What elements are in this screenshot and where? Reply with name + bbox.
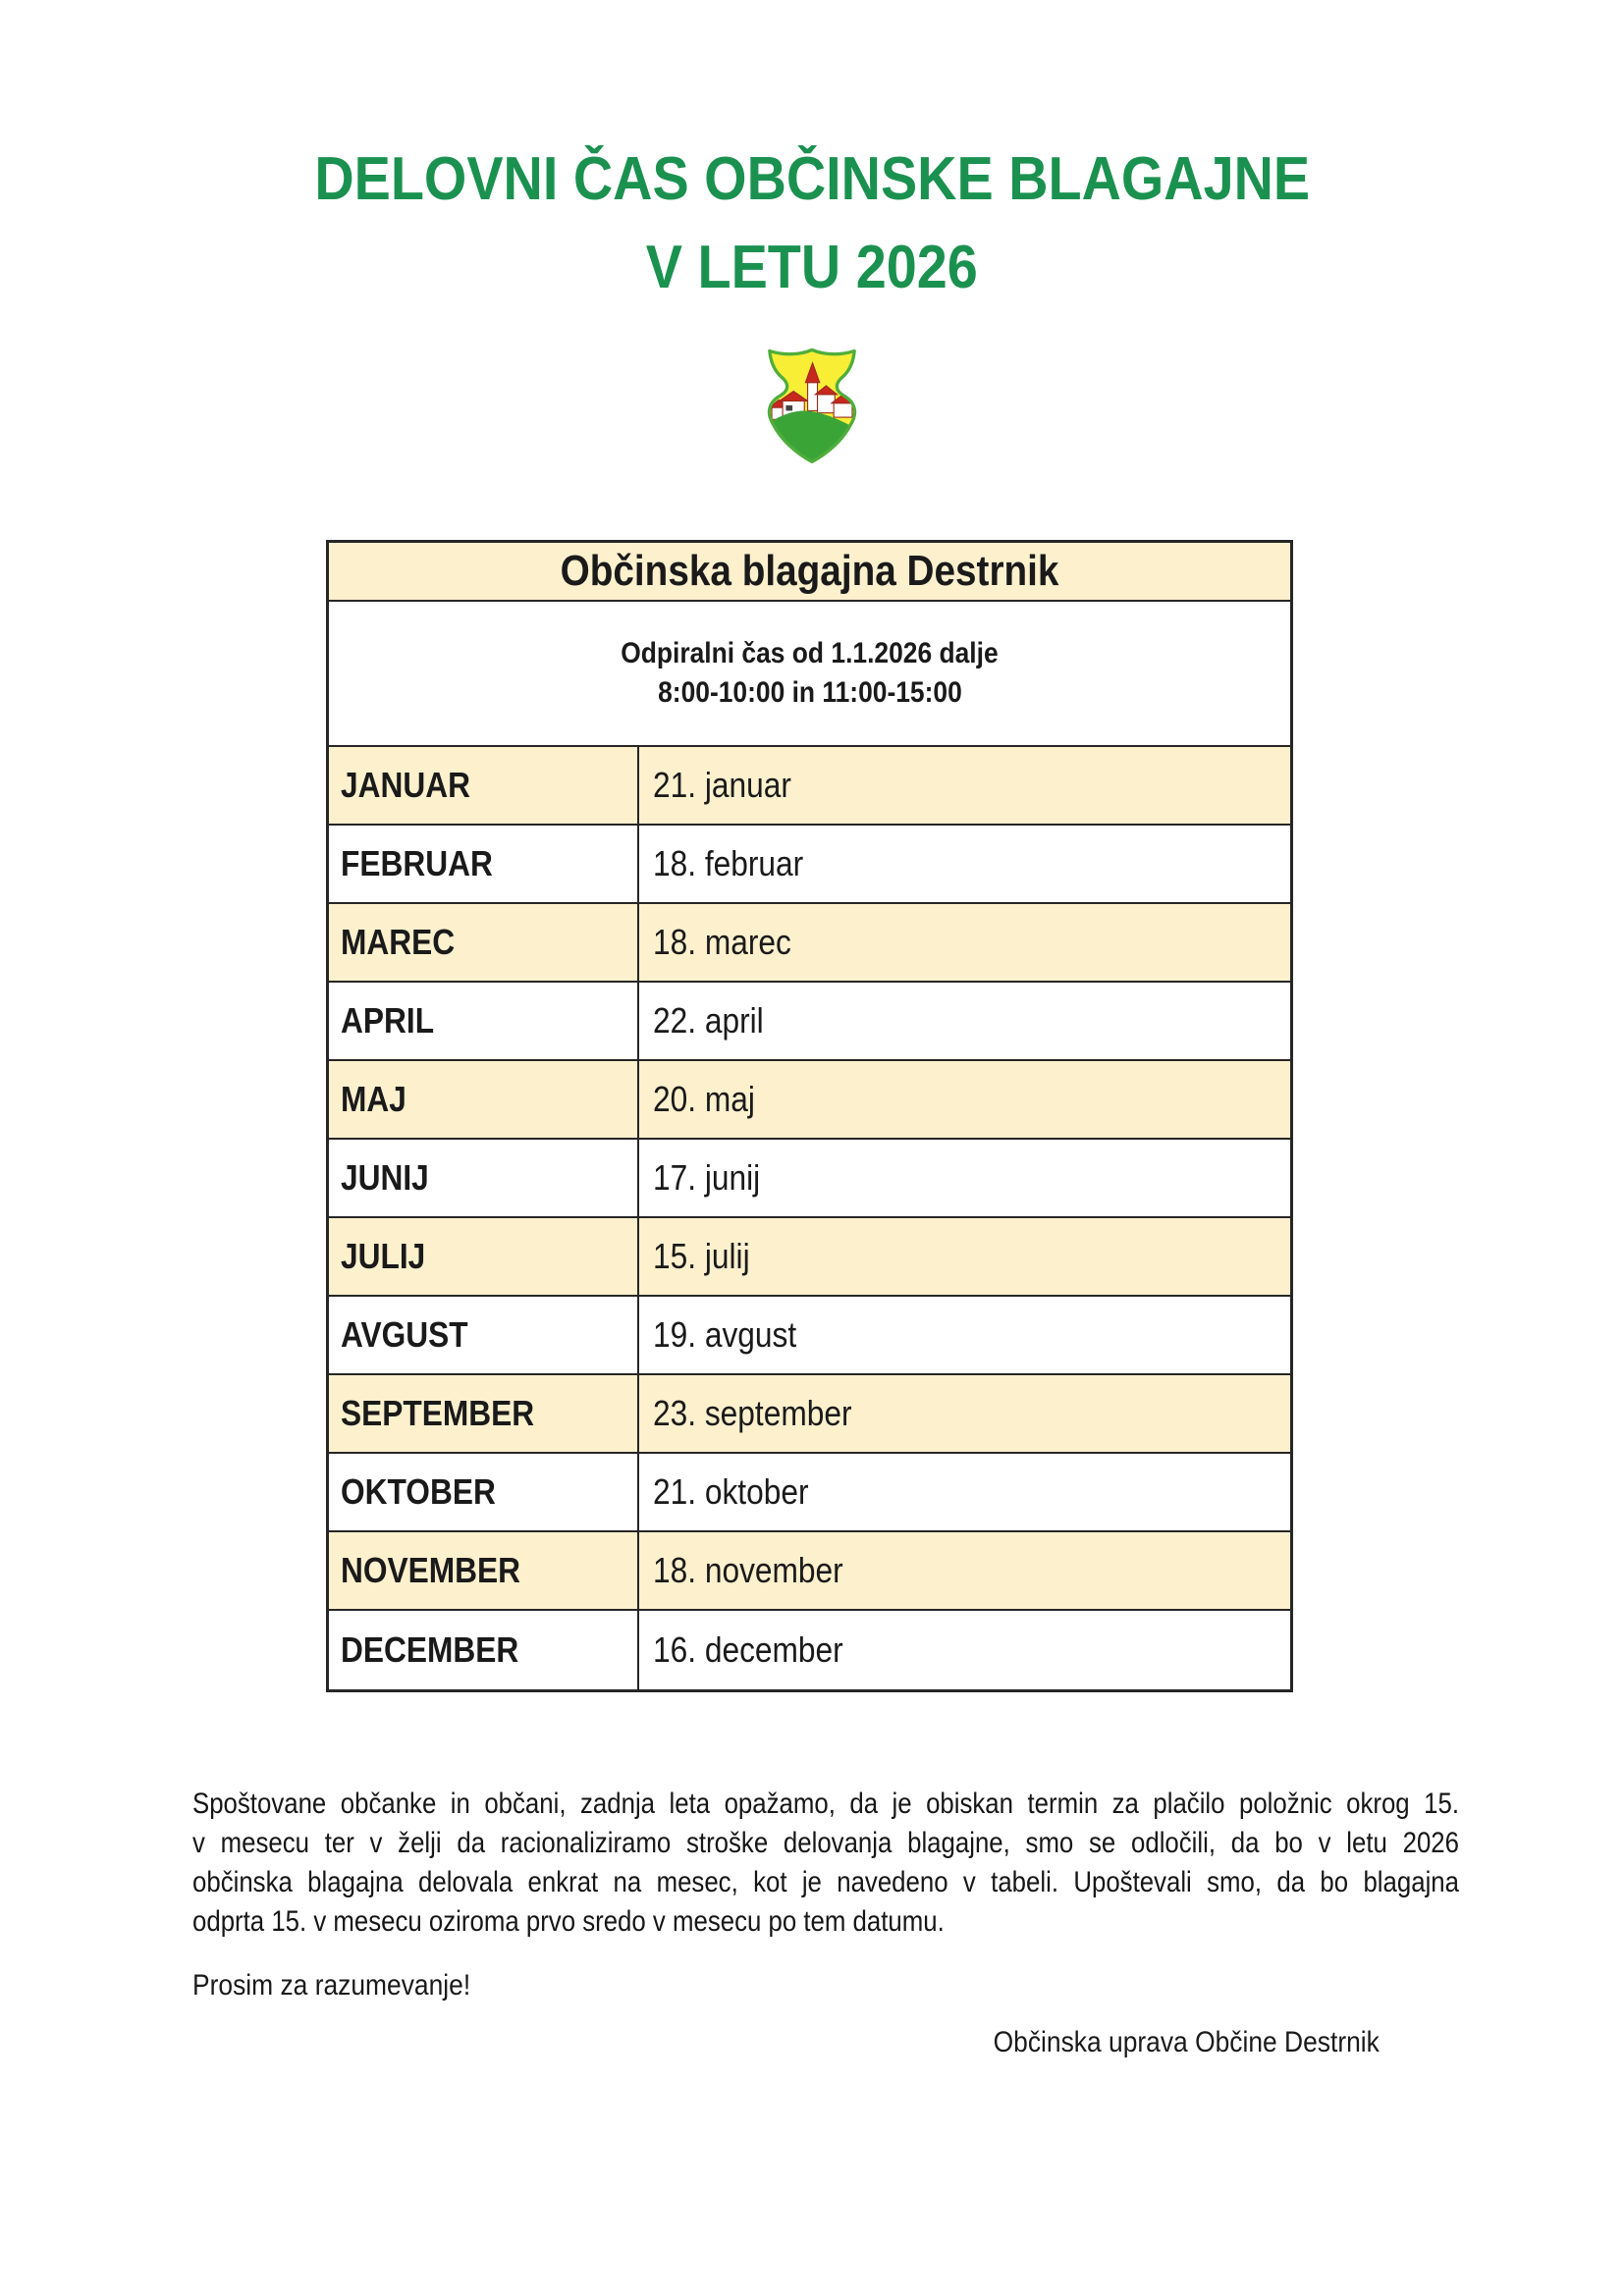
table-row <box>329 904 1290 983</box>
month-label: MAJ <box>341 1079 406 1119</box>
opening-hours-line1: Odpiralni čas od 1.1.2026 dalje <box>621 637 999 669</box>
signature-line <box>941 2026 1380 2059</box>
crest-shield-icon <box>755 346 869 467</box>
date-cell <box>639 904 1290 981</box>
month-label: JULIJ <box>341 1236 426 1276</box>
table-row <box>329 1454 1290 1532</box>
month-cell <box>329 1375 639 1452</box>
table-row <box>329 1611 1290 1689</box>
document-title-line2-text: V LETU 2026 <box>645 234 979 301</box>
date-value: 20. maj <box>653 1079 755 1119</box>
month-label: JUNIJ <box>341 1157 429 1198</box>
notice-paragraph <box>192 1785 1459 1942</box>
notice-line3: občinska blagajna delovala enkrat na mesec, kot je navedeno v tabeli. Upoštevali smo, da bo blagajna <box>192 1866 1459 1898</box>
municipal-crest-icon <box>755 346 869 467</box>
table-row <box>329 747 1290 826</box>
date-cell <box>639 983 1290 1059</box>
month-label: AVGUST <box>341 1314 468 1355</box>
month-label: SEPTEMBER <box>341 1393 535 1433</box>
month-cell <box>329 1454 639 1530</box>
month-label: FEBRUAR <box>341 843 493 883</box>
date-cell <box>639 1454 1290 1530</box>
month-label: APRIL <box>341 1000 435 1041</box>
date-cell <box>639 1297 1290 1373</box>
thanks-text: Prosim za razumevanje! <box>192 1969 471 2002</box>
table-row <box>329 983 1290 1061</box>
month-cell <box>329 1611 639 1689</box>
document-title-line1 <box>0 145 1624 214</box>
table-info-row <box>329 602 1290 747</box>
month-cell <box>329 1532 639 1609</box>
date-value: 21. januar <box>653 765 791 805</box>
notice-line1: Spoštovane občanke in občani, zadnja leta opažamo, da je obiskan termin za plačilo položnic okrog 15. <box>192 1788 1459 1820</box>
table-row <box>329 1061 1290 1140</box>
signature-text: Občinska uprava Občine Destrnik <box>993 2026 1380 2058</box>
date-value: 18. februar <box>653 843 804 883</box>
date-value: 22. april <box>653 1000 764 1041</box>
date-cell <box>639 747 1290 824</box>
month-label: DECEMBER <box>341 1629 519 1670</box>
table-row <box>329 1532 1290 1611</box>
notice-line4: odprta 15. v mesecu oziroma prvo sredo v mesecu po tem datumu. <box>192 1905 945 1938</box>
date-cell <box>639 826 1290 902</box>
month-label: MAREC <box>341 922 456 962</box>
month-label: NOVEMBER <box>341 1550 521 1590</box>
date-cell <box>639 1140 1290 1216</box>
month-label: JANUAR <box>341 765 471 805</box>
date-value: 15. julij <box>653 1236 750 1276</box>
thanks-line <box>192 1969 509 2002</box>
month-cell <box>329 904 639 981</box>
document-title-line1-text: DELOVNI ČAS OBČINSKE BLAGAJNE <box>314 145 1310 213</box>
date-value: 23. september <box>653 1393 852 1433</box>
date-value: 19. avgust <box>653 1314 797 1355</box>
month-cell <box>329 1297 639 1373</box>
date-cell <box>639 1218 1290 1295</box>
date-value: 17. junij <box>653 1157 761 1198</box>
date-cell <box>639 1375 1290 1452</box>
table-header-title: Občinska blagajna Destrnik <box>560 547 1059 595</box>
schedule-table <box>326 540 1293 1692</box>
table-row <box>329 1297 1290 1375</box>
table-header-row <box>329 543 1290 602</box>
month-cell <box>329 1140 639 1216</box>
date-cell <box>639 1611 1290 1689</box>
month-cell <box>329 747 639 824</box>
month-label: OKTOBER <box>341 1471 496 1512</box>
date-value: 21. oktober <box>653 1471 809 1512</box>
date-value: 18. marec <box>653 922 791 962</box>
date-value: 16. december <box>653 1629 843 1670</box>
table-row <box>329 1375 1290 1454</box>
month-cell <box>329 1218 639 1295</box>
month-cell <box>329 983 639 1059</box>
notice-line2: v mesecu ter v želji da racionaliziramo stroške delovanja blagajne, smo se odločili, da bo v letu 2026 <box>192 1827 1459 1859</box>
table-row <box>329 1140 1290 1218</box>
table-row <box>329 826 1290 904</box>
date-value: 18. november <box>653 1550 843 1590</box>
table-row <box>329 1218 1290 1297</box>
opening-hours-line2: 8:00-10:00 in 11:00-15:00 <box>657 676 962 709</box>
month-cell <box>329 1061 639 1138</box>
date-cell <box>639 1532 1290 1609</box>
document-title-line2 <box>0 234 1624 302</box>
month-cell <box>329 826 639 902</box>
date-cell <box>639 1061 1290 1138</box>
